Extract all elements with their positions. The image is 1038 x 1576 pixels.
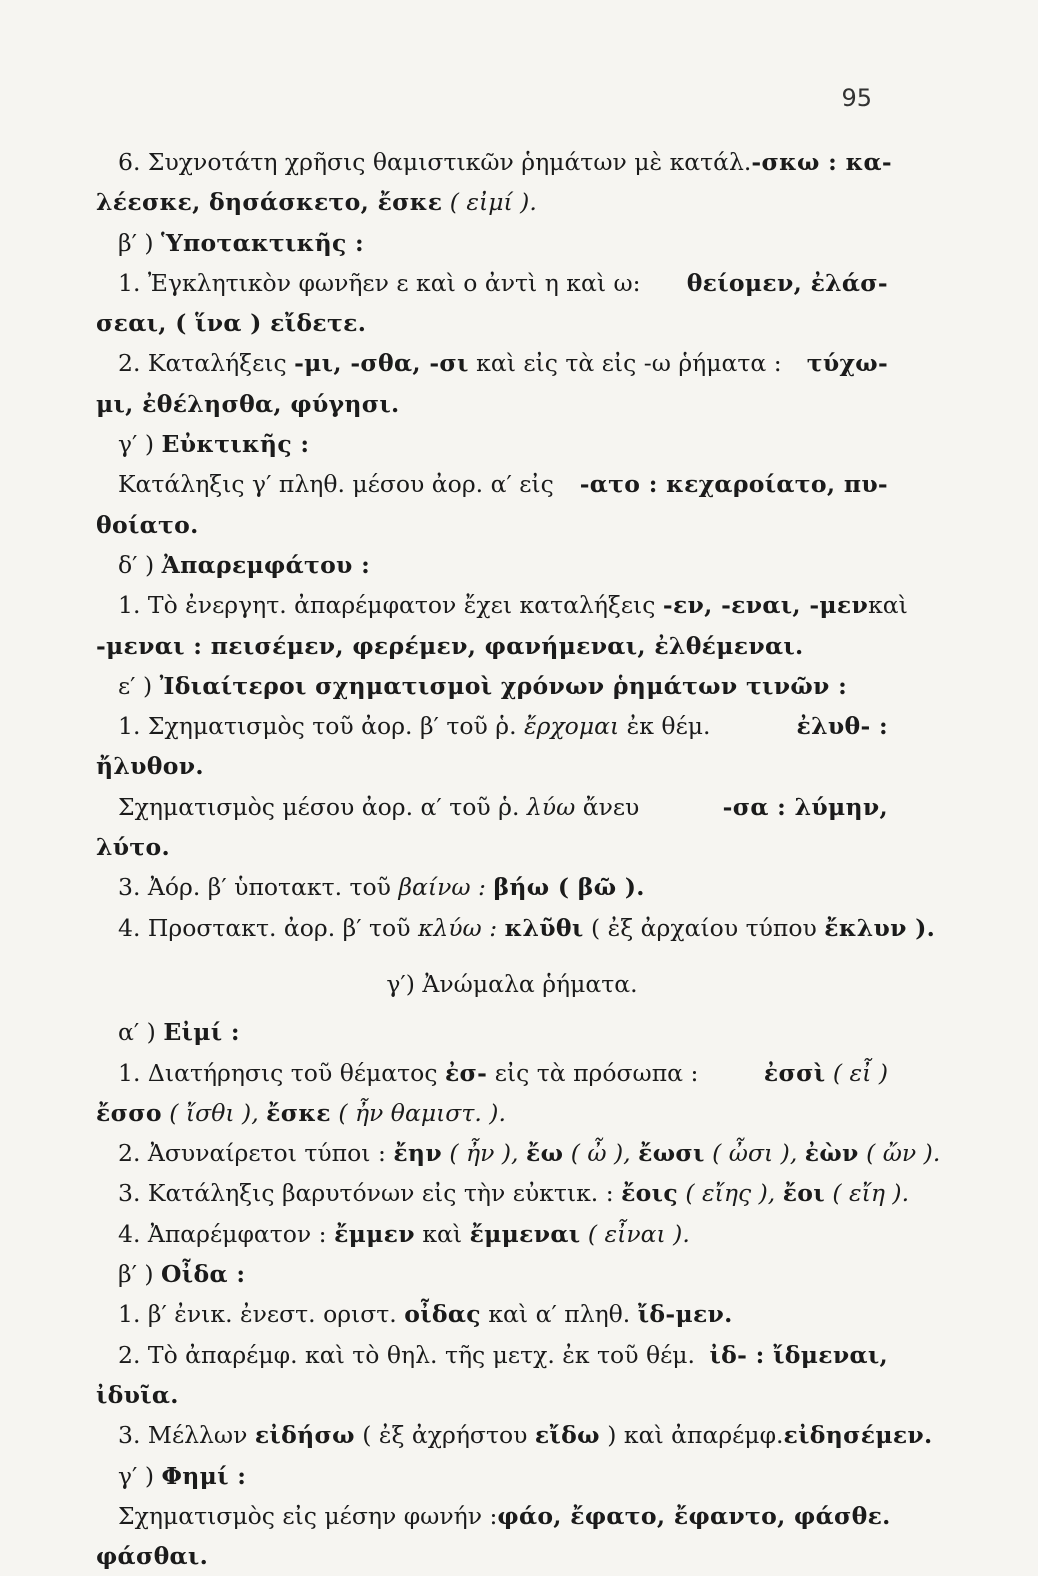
text-line: θοίατο. xyxy=(96,510,199,539)
chapter-heading: γ′) Ἀνώμαλα ῥήματα. xyxy=(386,969,638,998)
section-heading: δ′ ) Ἀπαρεμφάτου : xyxy=(118,550,371,579)
section-heading: ε′ ) Ἰδιαίτεροι σχηματισμοὶ χρόνων ῥημάτων τινῶν : xyxy=(118,671,848,700)
text-line: 4. Προστακτ. ἀορ. β′ τοῦ κλύω : κλῦθι ( ἐξ ἀρχαίου τύπου ἔκλυν ). xyxy=(118,913,936,942)
text-line: ἔσσο ( ἴσθι ), ἔσκε ( ἦν θαμιστ. ). xyxy=(96,1098,506,1127)
text-line: 6. Συχνοτάτη χρῆσις θαμιστικῶν ῥημάτων μὲ κατάλ. -σκω : κα- xyxy=(118,148,892,176)
text-line: 1. Διατήρησις τοῦ θέματος ἐσ- εἰς τὰ πρόσωπα : ἐσσὶ ( εἶ ) xyxy=(118,1058,888,1087)
text-line: 1. Ἐγκλητικὸν φωνῆεν ε καὶ ο ἀντὶ η καὶ ω: θείομεν, ἐλάσ- xyxy=(118,268,888,297)
text-line: λύτο. xyxy=(96,833,170,862)
text-line: Σχηματισμὸς εἰς μέσην φωνήν : φάο, ἔφατο, ἔφαντο, φάσθε. xyxy=(118,1501,891,1530)
section-heading: β′ ) Οἶδα : xyxy=(118,1260,246,1289)
text-line: ἤλυθον. xyxy=(96,752,204,781)
section-heading: β′ ) Ὑποτακτικῆς : xyxy=(118,228,365,257)
page-number: 95 xyxy=(841,84,872,112)
text-line: λέεσκε, δησάσκετο, ἔσκε ( εἰμί ). xyxy=(96,188,537,217)
text-line: 4. Ἀπαρέμφατον : ἔμμεν καὶ ἔμμεναι ( εἶναι ). xyxy=(118,1219,690,1248)
text-line: 2. Ἀσυναίρετοι τύποι : ἔην ( ἦν ), ἔω ( ὦ ), ἔωσι ( ὦσι ), ἐὼν ( ὤν ). xyxy=(118,1139,941,1168)
section-heading: γ′ ) Φημί : xyxy=(118,1461,247,1490)
text-line: 3. Μέλλων εἰδήσω ( ἐξ ἀχρήστου εἴδω ) καὶ ἀπαρέμφ. εἰδησέμεν. xyxy=(118,1421,933,1450)
text-line: φάσθαι. xyxy=(96,1542,209,1571)
page-body xyxy=(96,142,941,1576)
text-line: 1. Σχηματισμὸς τοῦ ἀορ. β′ τοῦ ῥ. ἔρχομαι ἐκ θέμ. ἐλυθ- : xyxy=(118,712,888,741)
section-heading: α′ ) Εἰμί : xyxy=(118,1018,240,1047)
text-line: 3. Κατάληξις βαρυτόνων εἰς τὴν εὐκτικ. : ἔοις ( εἴης ), ἔοι ( εἴη ). xyxy=(118,1179,910,1208)
text-line: Κατάληξις γ′ πληθ. μέσου ἀορ. α′ εἰς -ατο : κεχαροίατο, πυ- xyxy=(118,470,888,499)
text-line: Σχηματισμὸς μέσου ἀορ. α′ τοῦ ῥ. λύω ἄνευ -σα : λύμην, xyxy=(118,792,888,821)
text-line: 3. Ἀόρ. β′ ὑποτακτ. τοῦ βαίνω : βήω ( βῶ ). xyxy=(118,873,645,902)
text-line: 2. Καταλήξεις -μι, -σθα, -σι καὶ εἰς τὰ εἰς -ω ῥήματα : τύχω- xyxy=(118,349,888,378)
text-line: μι, ἐθέλησθα, φύγησι. xyxy=(96,389,400,418)
text-line: ἰδυῖα. xyxy=(96,1380,179,1409)
text-line: -μεναι : πεισέμεν, φερέμεν, φανήμεναι, ἐλθέμεναι. xyxy=(96,631,804,660)
text-line: 1. Τὸ ἐνεργητ. ἀπαρέμφατον ἔχει καταλήξεις -εν, -εναι, -μεν καὶ xyxy=(118,591,908,620)
text-line: 1. β′ ἐνικ. ἐνεστ. οριστ. οἶδας καὶ α′ πληθ. ἴδ-μεν. xyxy=(118,1300,733,1329)
text-line: 2. Τὸ ἀπαρέμφ. καὶ τὸ θηλ. τῆς μετχ. ἐκ τοῦ θέμ. ἰδ- : ἴδμεναι, xyxy=(118,1340,888,1369)
section-heading: γ′ ) Εὐκτικῆς : xyxy=(118,430,310,459)
text-line: σεαι, ( ἵνα ) εἴδετε. xyxy=(96,309,367,338)
